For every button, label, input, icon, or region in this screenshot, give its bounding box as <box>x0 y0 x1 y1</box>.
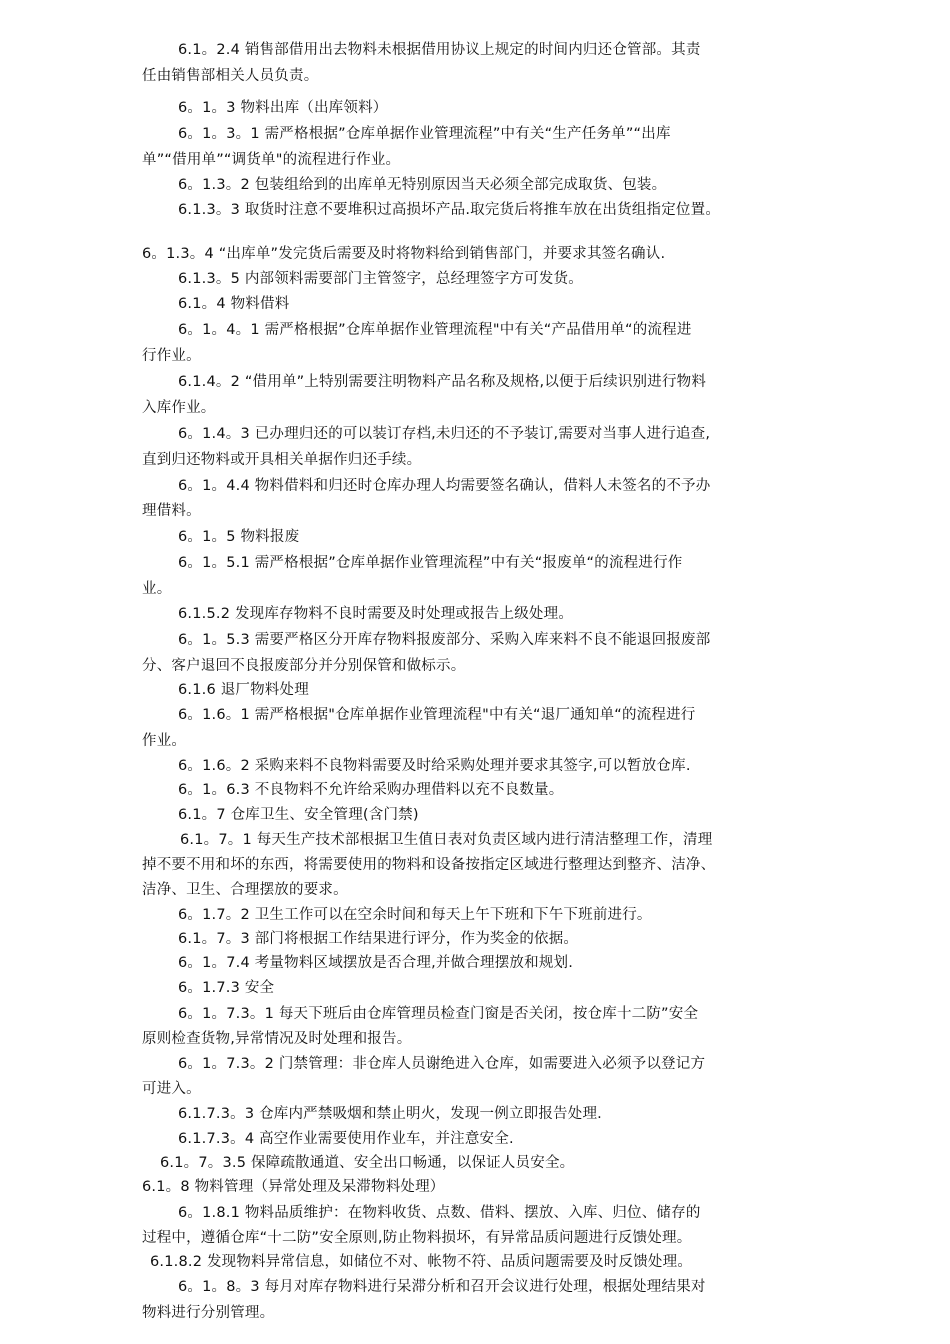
text-line: 6。1。3 物料出库（出库领料） <box>178 100 388 116</box>
text-line: 6。1。4.4 物料借料和归还时仓库办理人均需要签名确认，借料人未签名的不予办 <box>178 478 711 494</box>
text-line: 物料进行分别管理。 <box>142 1305 275 1321</box>
text-line: 分、客户退回不良报废部分并分别保管和做标示。 <box>142 658 466 674</box>
text-line: 6.1.8.2 发现物料异常信息，如储位不对、帐物不符、品质问题需要及时反馈处理。 <box>150 1254 693 1270</box>
text-line: 6.1。7。3 部门将根据工作结果进行评分，作为奖金的依据。 <box>178 931 579 947</box>
text-line: 6.1。4 物料借料 <box>178 296 290 312</box>
text-line: 6。1。7.4 考量物料区域摆放是否合理,并做合理摆放和规划. <box>178 955 574 971</box>
text-line: 6.1.6 退厂物料处理 <box>178 682 309 698</box>
text-line: 6。1.3。2 包装组给到的出库单无特别原因当天必须全部完成取货、包装。 <box>178 177 667 193</box>
text-line: 6。1。4。1 需严格根据”仓库单据作业管理流程"中有关“产品借用单“的流程进 <box>178 322 692 338</box>
text-line: 6。1。5.1 需严格根据”仓库单据作业管理流程”中有关“报废单“的流程进行作 <box>178 555 683 571</box>
text-line: 掉不要不用和坏的东西，将需要使用的物料和设备按指定区域进行整理达到整齐、洁净、 <box>142 857 716 873</box>
text-line: 入库作业。 <box>142 400 216 416</box>
text-line: 6。1.7.3 安全 <box>178 980 275 996</box>
text-line: 6.1.5.2 发现库存物料不良时需要及时处理或报告上级处理。 <box>178 606 574 622</box>
text-line: 单”“借用单”“调货单"的流程进行作业。 <box>142 152 401 168</box>
text-line: 6。1.3。4 “出库单”发完货后需要及时将物料给到销售部门，并要求其签名确认. <box>142 246 666 262</box>
text-line: 6。1。8。3 每月对库存物料进行呆滞分析和召开会议进行处理，根据处理结果对 <box>178 1279 706 1295</box>
text-line: 6.1。7。3.5 保障疏散通道、安全出口畅通，以保证人员安全。 <box>160 1155 575 1171</box>
text-line: 6。1。5.3 需要严格区分开库存物料报废部分、采购入库来料不良不能退回报废部 <box>178 632 711 648</box>
text-line: 6.1.7.3。3 仓库内严禁吸烟和禁止明火，发现一例立即报告处理. <box>178 1106 602 1122</box>
text-line: 6。1.4。3 已办理归还的可以装订存档,未归还的不予装订,需要对当事人进行追查, <box>178 426 711 442</box>
text-line: 6。1.6。1 需严格根据"仓库单据作业管理流程"中有关“退厂通知单“的流程进行 <box>178 707 696 723</box>
text-line: 6。1。6.3 不良物料不允许给采购办理借料以充不良数量。 <box>178 782 564 798</box>
text-line: 原则检查货物,异常情况及时处理和报告。 <box>142 1031 412 1047</box>
text-line: 6.1.7.3。4 高空作业需要使用作业车，并注意安全. <box>178 1131 514 1147</box>
text-line: 6.1.4。2 “借用单”上特别需要注明物料产品名称及规格,以便于后续识别进行物料 <box>178 374 707 390</box>
text-line: 6。1.6。2 采购来料不良物料需要及时给采购处理并要求其签字,可以暂放仓库. <box>178 758 691 774</box>
text-line: 6.1。7 仓库卫生、安全管理(含门禁) <box>178 807 419 823</box>
text-line: 6。1.8.1 物料品质维护：在物料收货、点数、借料、摆放、入库、归位、储存的 <box>178 1205 701 1221</box>
text-line: 6。1。7.3。1 每天下班后由仓库管理员检查门窗是否关闭，按仓库十二防”安全 <box>178 1006 699 1022</box>
text-line: 洁净、卫生、合理摆放的要求。 <box>142 882 348 898</box>
text-line: 6。1。3。1 需严格根据”仓库单据作业管理流程”中有关“生产任务单”“出库 <box>178 126 671 142</box>
text-line: 6.1.3。5 内部领料需要部门主管签字，总经理签字方可发货。 <box>178 271 583 287</box>
text-line: 6.1。8 物料管理（异常处理及呆滞物料处理） <box>142 1179 445 1195</box>
text-line: 6.1。7。1 每天生产技术部根据卫生值日表对负责区域内进行清洁整理工作，清理 <box>180 832 713 848</box>
text-line: 过程中，遵循仓库“十二防”安全原则,防止物料损坏，有异常品质问题进行反馈处理。 <box>142 1230 692 1246</box>
text-line: 6.1。2.4 销售部借用出去物料未根据借用协议上规定的时间内归还仓管部。其责 <box>178 42 701 58</box>
text-line: 可进入。 <box>142 1081 201 1097</box>
text-line: 任由销售部相关人员负责。 <box>142 68 319 84</box>
text-line: 业。 <box>142 581 172 597</box>
text-line: 6。1。5 物料报废 <box>178 529 300 545</box>
text-line: 6.1.3。3 取货时注意不要堆积过高损坏产品.取完货后将推车放在出货组指定位置。 <box>178 202 721 218</box>
text-line: 理借料。 <box>142 503 201 519</box>
text-line: 6。1.7。2 卫生工作可以在空余时间和每天上午下班和下午下班前进行。 <box>178 907 652 923</box>
text-line: 直到归还物料或开具相关单据作归还手续。 <box>142 452 422 468</box>
text-line: 作业。 <box>142 733 187 749</box>
text-line: 6。1。7.3。2 门禁管理：非仓库人员谢绝进入仓库，如需要进入必须予以登记方 <box>178 1056 706 1072</box>
text-line: 行作业。 <box>142 348 201 364</box>
